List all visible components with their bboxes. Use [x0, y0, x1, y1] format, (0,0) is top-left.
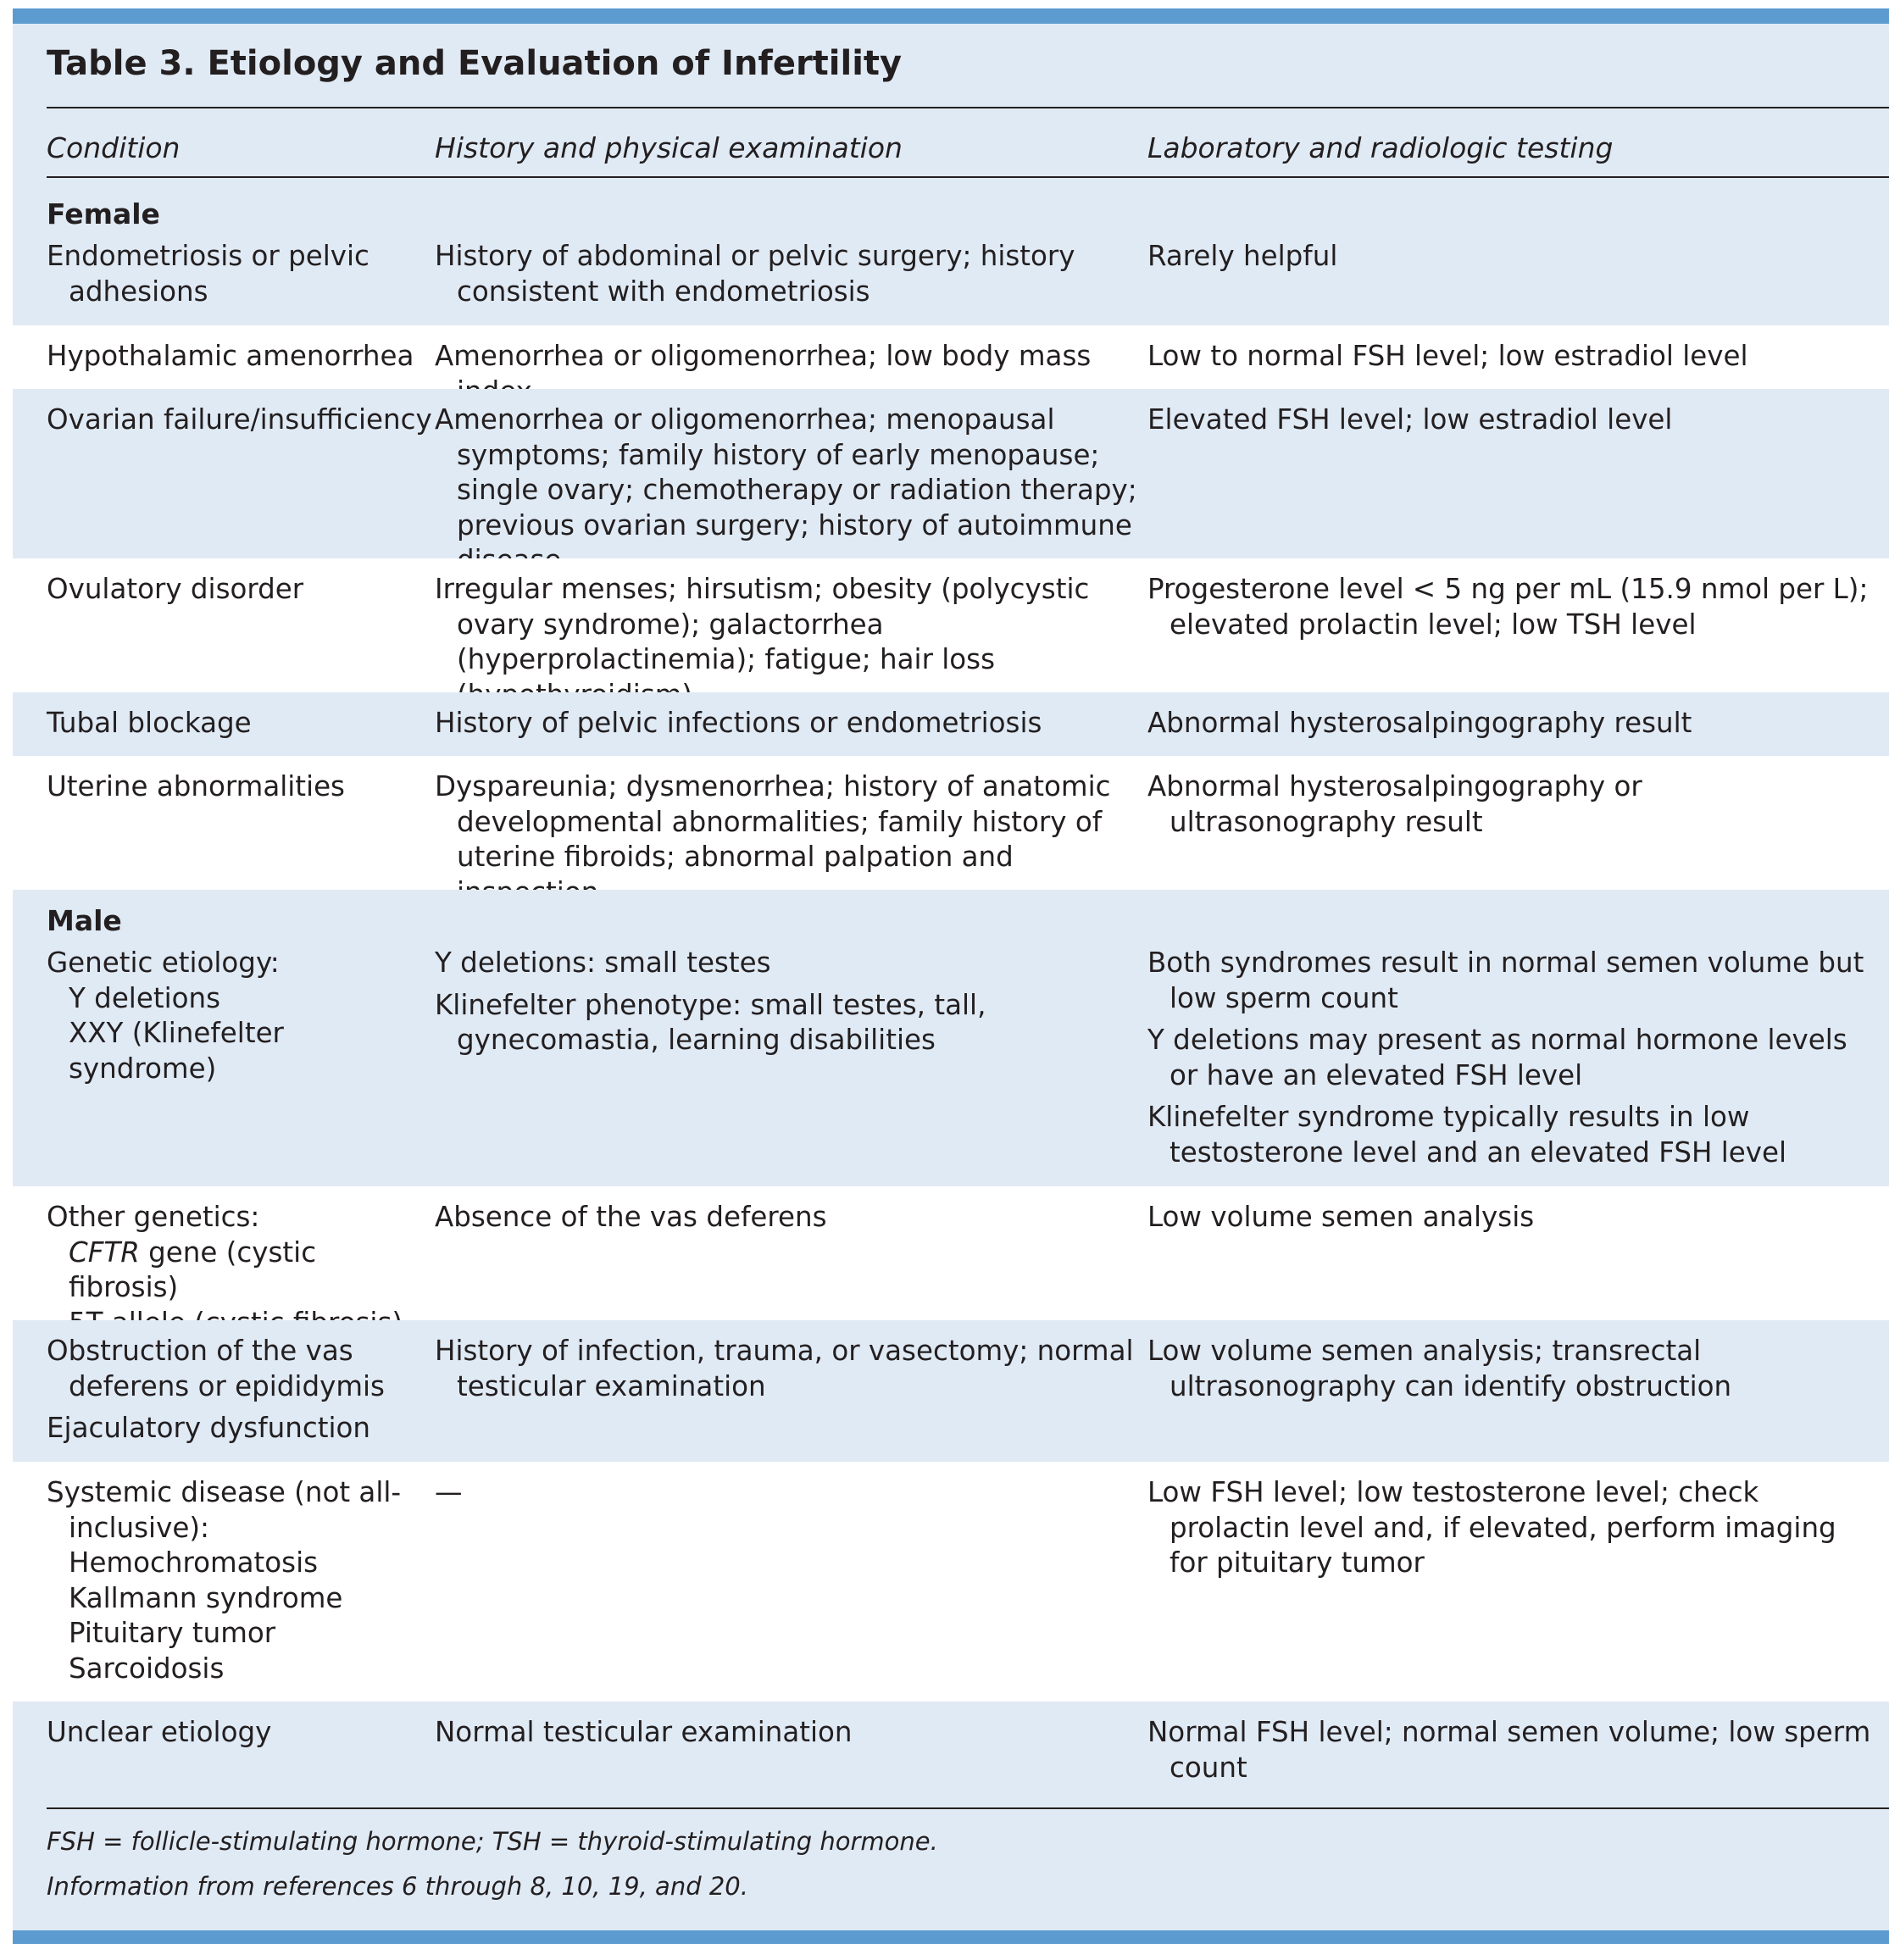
condition-cell: Ovulatory disorder: [47, 573, 304, 605]
condition-subitem: XXY (Klinefelter syndrome): [69, 1017, 284, 1085]
testing-cell: Normal FSH level; normal semen volume; low sperm count: [1147, 1716, 1871, 1784]
condition-cell: Uterine abnormalities: [47, 770, 345, 802]
testing-cell: Y deletions may present as normal hormone levels or have an elevated FSH level: [1147, 1024, 1847, 1091]
testing-cell: Abnormal hysterosalpingography result: [1147, 707, 1692, 739]
table-row: [13, 1320, 1889, 1462]
condition-subitem: Y deletions: [69, 981, 221, 1014]
history-cell: —: [435, 1476, 463, 1508]
condition-cell: Genetic etiology:: [47, 947, 280, 979]
condition-subitem: Hemochromatosis: [69, 1546, 319, 1579]
column-header-history: History and physical examination: [435, 131, 903, 164]
history-cell: Amenorrhea or oligomenorrhea; menopausal symptoms; family history of early menopause; single ovary; chemotherapy or radiation therapy; previous ovarian surgery; history of autoimmune: [435, 403, 1137, 541]
history-cell: Absence of the vas deferens: [435, 1201, 827, 1233]
condition-subitem: CFTR gene (cystic fibrosis): [69, 1235, 317, 1303]
table-row: [13, 180, 1889, 325]
history-cell: Dyspareunia; dysmenorrhea; history of anatomic developmental abnormalities; family history of uterine fibroids; abnormal palpation and: [435, 770, 1111, 873]
footer-rule: [47, 1807, 1889, 1809]
condition-subitem: Sarcoidosis: [69, 1652, 225, 1685]
table-row: [13, 1702, 1889, 1807]
history-cell: Amenorrhea or oligomenorrhea; low body mass: [435, 340, 1092, 372]
testing-cell: Elevated FSH level; low estradiol level: [1147, 403, 1673, 436]
testing-cell: Klinefelter syndrome typically results in low testosterone level and an elevated FSH level: [1147, 1101, 1787, 1169]
condition-subitem: Kallmann syndrome: [69, 1581, 343, 1614]
column-header-condition: Condition: [47, 131, 181, 164]
history-cell: Klinefelter phenotype: small testes, tall, gynecomastia, learning disabilities: [435, 988, 986, 1056]
table-row: [13, 692, 1889, 756]
table-row: [13, 756, 1889, 890]
table-row: [13, 325, 1889, 389]
testing-cell: Low FSH level; low testosterone level; check prolactin level and, if elevated, perform imaging for pituitary tumor: [1147, 1476, 1836, 1579]
history-cell: History of infection, trauma, or vasectomy; normal testicular examination: [435, 1335, 1134, 1402]
testing-cell: Both syndromes result in normal semen volume but low sperm count: [1147, 947, 1864, 1014]
testing-cell: Progesterone level < 5 ng per mL (15.9 nmol per L); elevated prolactin level; low TSH level: [1147, 573, 1869, 641]
condition-cell: Other genetics:: [47, 1201, 260, 1233]
table-row: [13, 1186, 1889, 1320]
history-cell: Irregular menses; hirsutism; obesity (polycystic ovary syndrome); galactorrhea (hyperprolactinemia); fatigue; hair loss: [435, 573, 1090, 675]
condition-subitem: Pituitary tumor: [69, 1617, 276, 1649]
testing-cell: Rarely helpful: [1147, 240, 1338, 272]
column-header-testing: Laboratory and radiologic testing: [1147, 131, 1614, 164]
top-accent-bar: [13, 8, 1889, 24]
condition-cell: Endometriosis or pelvic adhesions: [47, 240, 369, 308]
footnote-abbreviations: FSH = follicle-stimulating hormone; TSH = thyroid-stimulating hormone.: [47, 1827, 938, 1856]
table-title: Table 3. Etiology and Evaluation of Infertility: [47, 44, 903, 83]
condition-cell: Tubal blockage: [47, 707, 252, 739]
table-row: [13, 890, 1889, 1186]
header-rule: [47, 176, 1889, 178]
testing-cell: Low volume semen analysis; transrectal ultrasonography can identify obstruction: [1147, 1335, 1732, 1402]
table-row: [13, 389, 1889, 558]
history-cell: History of abdominal or pelvic surgery; history consistent with endometriosis: [435, 240, 1075, 308]
column-header-row: [0, 131, 1889, 175]
condition-cell: Systemic disease (not all-inclusive):: [47, 1476, 402, 1544]
history-cell: Y deletions: small testes: [435, 947, 771, 979]
group-label-male: Male: [47, 904, 122, 937]
gene-name: CFTR: [69, 1235, 140, 1269]
history-cell: History of pelvic infections or endometriosis: [435, 707, 1042, 739]
group-label-female: Female: [47, 197, 160, 230]
condition-cell: Ovarian failure/insufficiency: [47, 403, 432, 436]
history-cell: Normal testicular examination: [435, 1716, 853, 1748]
table-row: [13, 558, 1889, 692]
table-row: [13, 1462, 1889, 1702]
condition-cell: Obstruction of the vas deferens or epididymis: [47, 1335, 385, 1402]
testing-cell: Abnormal hysterosalpingography or ultrasonography result: [1147, 770, 1642, 838]
title-rule: [47, 107, 1889, 108]
bottom-accent-bar: [13, 1930, 1889, 1944]
footnote-sources: Information from references 6 through 8, 10, 19, and 20.: [47, 1872, 748, 1901]
condition-cell: Hypothalamic amenorrhea: [47, 340, 414, 372]
testing-cell: Low volume semen analysis: [1147, 1201, 1535, 1233]
testing-cell: Low to normal FSH level; low estradiol level: [1147, 340, 1748, 372]
condition-cell: Ejaculatory dysfunction: [47, 1412, 371, 1444]
condition-cell: Unclear etiology: [47, 1716, 272, 1748]
